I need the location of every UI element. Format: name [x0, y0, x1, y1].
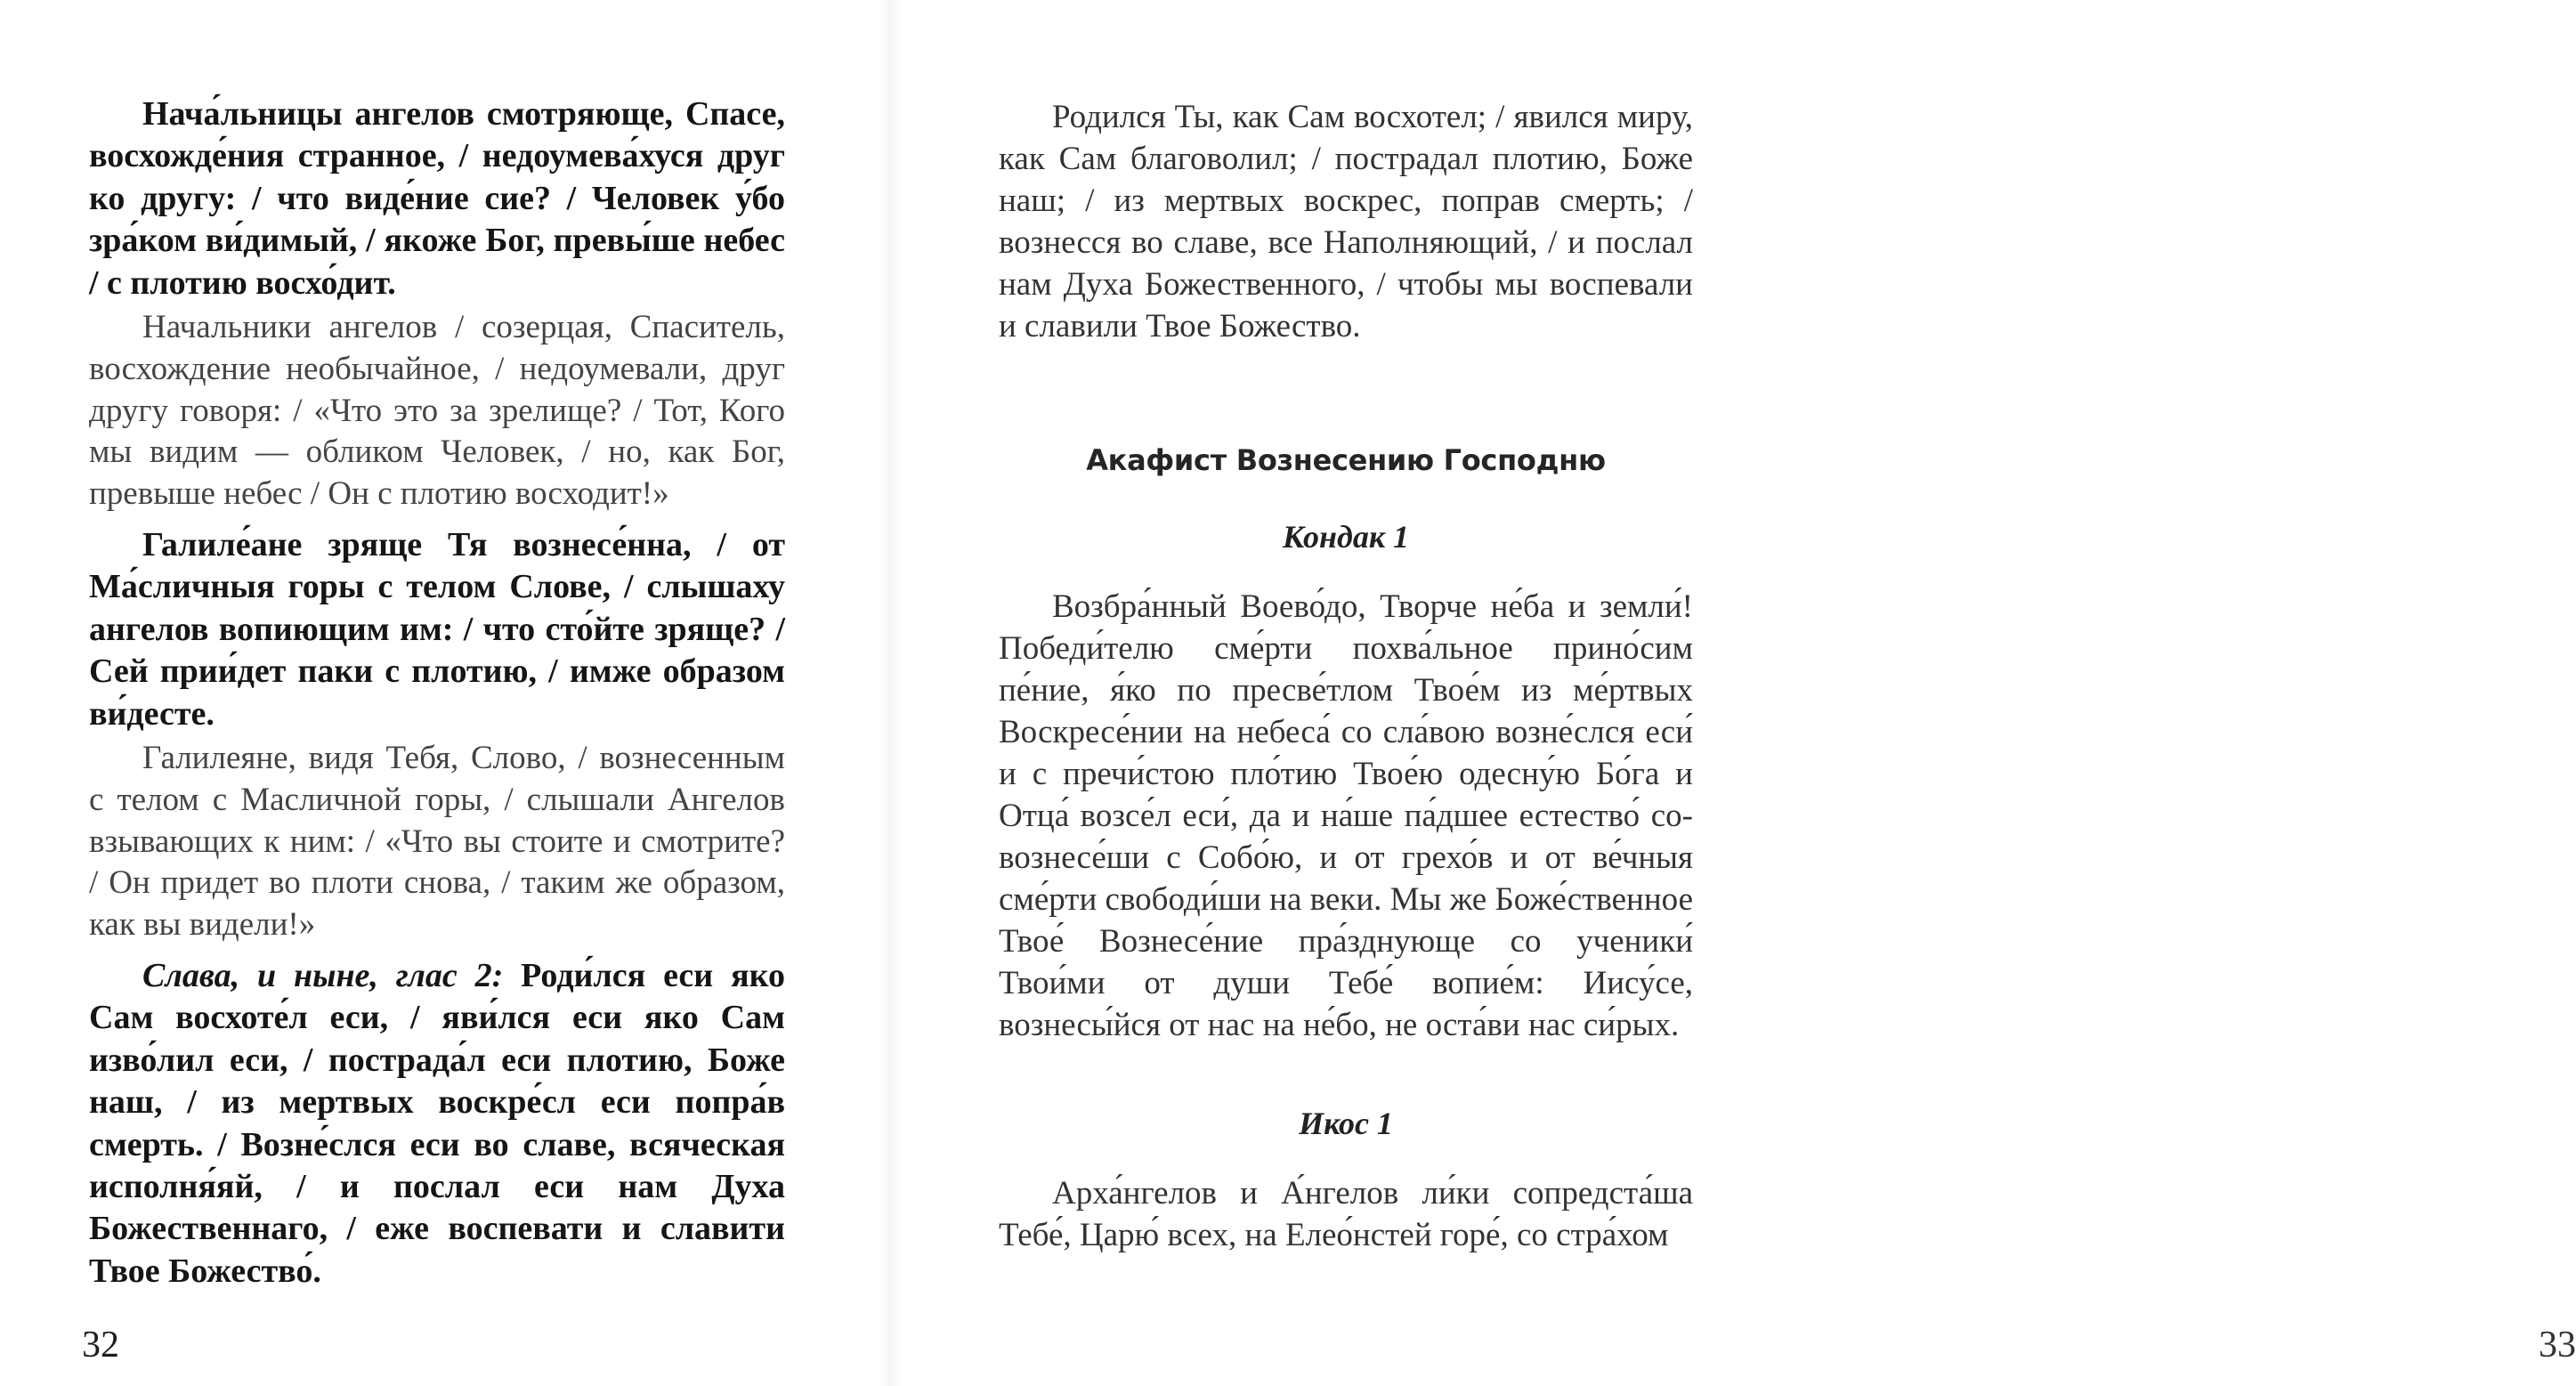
page-number-left: 32 [82, 1325, 119, 1366]
akathist-title: Акафист Вознесению Господню [1086, 443, 1606, 477]
russian-translation-1: Начальники ангелов / созерцая, Спаситель, восхождение необычайное, / недоумевали, друг другу говоря: / «Что это за зрелище? / Тот, Кого мы видим — обликом Человек, / но, как Бог, превыше небес / Он с плотию восходит!» [89, 309, 785, 513]
kondak-1-text: Возбра́нный Воево́до, Творче не́ба и земли́! Победи́телю сме́рти похва́льное прино́сим пе́ние, я́ко по пресве́тлом Твое́м из ме́ртвых Воскресе́нии на небеса́ со сла́вою возне́слся еси́ и с пречи́стою пло́тию Твое́ю одесну́ю Бо́га и Отца́ возсе́л еси́, да и на́ше па́дшее естество́ со-вознесе́ши с Собо́ю, и от грехо́в и от ве́чныя сме́рти свободи́ши на веки. Мы же Боже́ственное Твое́ Вознесе́ние пра́зднующе со ученики́ Твои́ми от души Тебе́ вопие́м: Иису́се, вознесы́йся от нас на не́бо, не оста́ви нас си́рых. [999, 588, 1693, 1043]
ikos-1-heading: Икос 1 [1299, 1106, 1393, 1141]
left-text-column [89, 93, 785, 1293]
left-page [0, 0, 890, 1386]
slava-label: Слава, и ныне, глас 2: [142, 957, 504, 995]
right-page [890, 0, 2576, 1386]
page-number-right: 33 [2539, 1325, 2576, 1366]
right-text-column [999, 96, 1693, 1256]
ikos-1-text: Арха́нгелов и А́нгелов ли́ки сопредста́ша Тебе́, Царю́ всех, на Елео́нстей горе́, со стра́хом [999, 1175, 1693, 1253]
church-slavonic-verse-1: Нача́льницы ангелов смотряюще, Спасе, восхожде́ния странное, / недоумева́хуся друг ко другу: / что виде́ние сие? / Человек у́бо зра́ком ви́димый, / якоже Бог, превы́ше небес / с плотию восхо́дит. [89, 95, 785, 302]
slava-text: Роди́лся еси яко Сам восхоте́л еси, / яви́лся еси яко Сам изво́лил еси, / пострада́л еси плотию, Боже наш, / из мертвых воскре́сл еси попра́в смерть. / Возне́слся еси во славе, всяческая исполня́яй, / и послал еси нам Духа Божественнаго, / еже воспевати и славити Твое Божество́. [89, 957, 786, 1290]
russian-translation-slava: Родился Ты, как Сам восхотел; / явился миру, как Сам благоволил; / пострадал плотию, Боже наш; / из мертвых воскрес, поправ смерть; / вознесся во славе, все Наполняющий, / и послал нам Духа Божественного, / чтобы мы воспевали и славили Твое Божество. [999, 99, 1693, 344]
kondak-1-heading: Кондак 1 [1282, 519, 1410, 555]
slava-verse [89, 955, 785, 1293]
russian-translation-2: Галилеяне, видя Тебя, Слово, / вознесенным с телом с Масличной горы, / слышали Ангелов взывающих к ним: / «Что вы стоите и смотрите? / Он придет во плоти снова, / таким же образом, как вы видели!» [89, 740, 785, 944]
church-slavonic-verse-2: Галиле́ане зряще Тя вознесе́нна, / от Ма́сличныя горы с телом Слове, / слышаху ангелов вопиющим им: / что сто́йте зряще? / Сей прии́дет паки с плотию, / имже образом ви́десте. [89, 526, 785, 733]
